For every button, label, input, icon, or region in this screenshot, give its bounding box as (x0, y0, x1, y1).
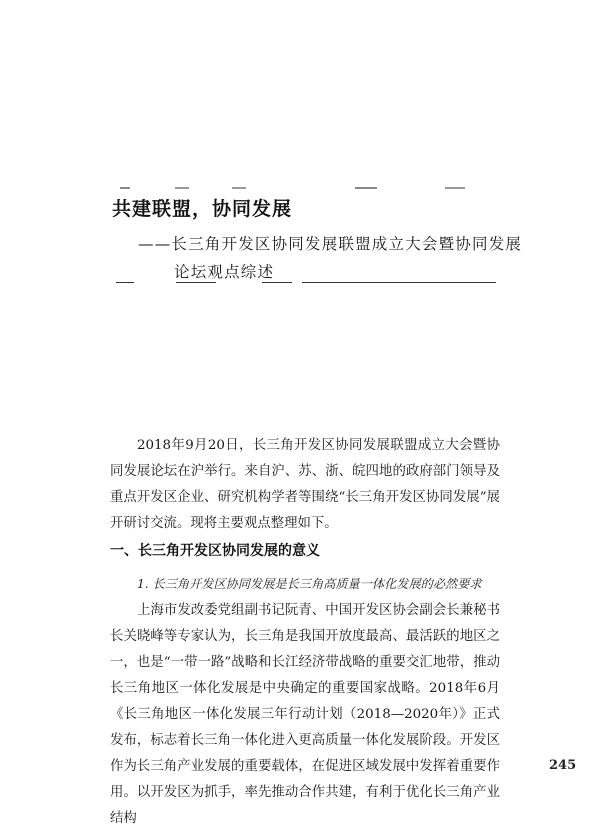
title-rule-segment (302, 282, 496, 283)
article-subtitle (138, 230, 558, 286)
subsection-heading: 1. 长三角开发区协同发展是长三角高质量一体化发展的必然要求 (137, 577, 482, 591)
subtitle-line-2: 论坛观点综述 (174, 263, 275, 281)
scan-artifact (355, 187, 377, 189)
scan-artifact (120, 187, 130, 189)
title-rule-segment (116, 282, 134, 283)
scan-artifact (445, 187, 465, 189)
article-title: 共建联盟，协同发展 (112, 198, 293, 220)
title-rule-segment (176, 282, 216, 283)
subtitle-line-1: ——长三角开发区协同发展联盟成立大会暨协同发展 (138, 235, 523, 253)
intro-paragraph: 2018年9月20日，长三角开发区协同发展联盟成立大会暨协同发展论坛在沪举行。来自沪、苏、浙、皖四地的政府部门领导及重点开发区企业、研究机构学者等围绕“长三角开发区协同发展”展开研讨交流。现将主要观点整理如下。 (110, 438, 500, 531)
section-heading: 一、长三角开发区协同发展的意义 (110, 543, 320, 559)
title-rule-segment (262, 282, 292, 283)
page-number: 245 (549, 758, 577, 773)
section-paragraph: 上海市发改委党组副书记阮青、中国开发区协会副会长兼秘书长关晓峰等专家认为，长三角是我国开放度最高、最活跃的地区之一，也是“一带一路”战略和长江经济带战略的重要交汇地带，推动长三角地区一体化发展是中央确定的重要国家战略。2018年6月《长三角地区一体化发展三年行动计划（2018—2020年）》正式发布，标志着长三角一体化进入更高质量一体化发展阶段。开发区作为长三角产业发展的重要载体，在促进区域发展中发挥着重要作用。以开发区为抓手，率先推动合作共建，有利于优化长三角产业结构 (110, 603, 500, 826)
scan-artifact (175, 187, 189, 189)
scan-artifact (232, 187, 246, 189)
